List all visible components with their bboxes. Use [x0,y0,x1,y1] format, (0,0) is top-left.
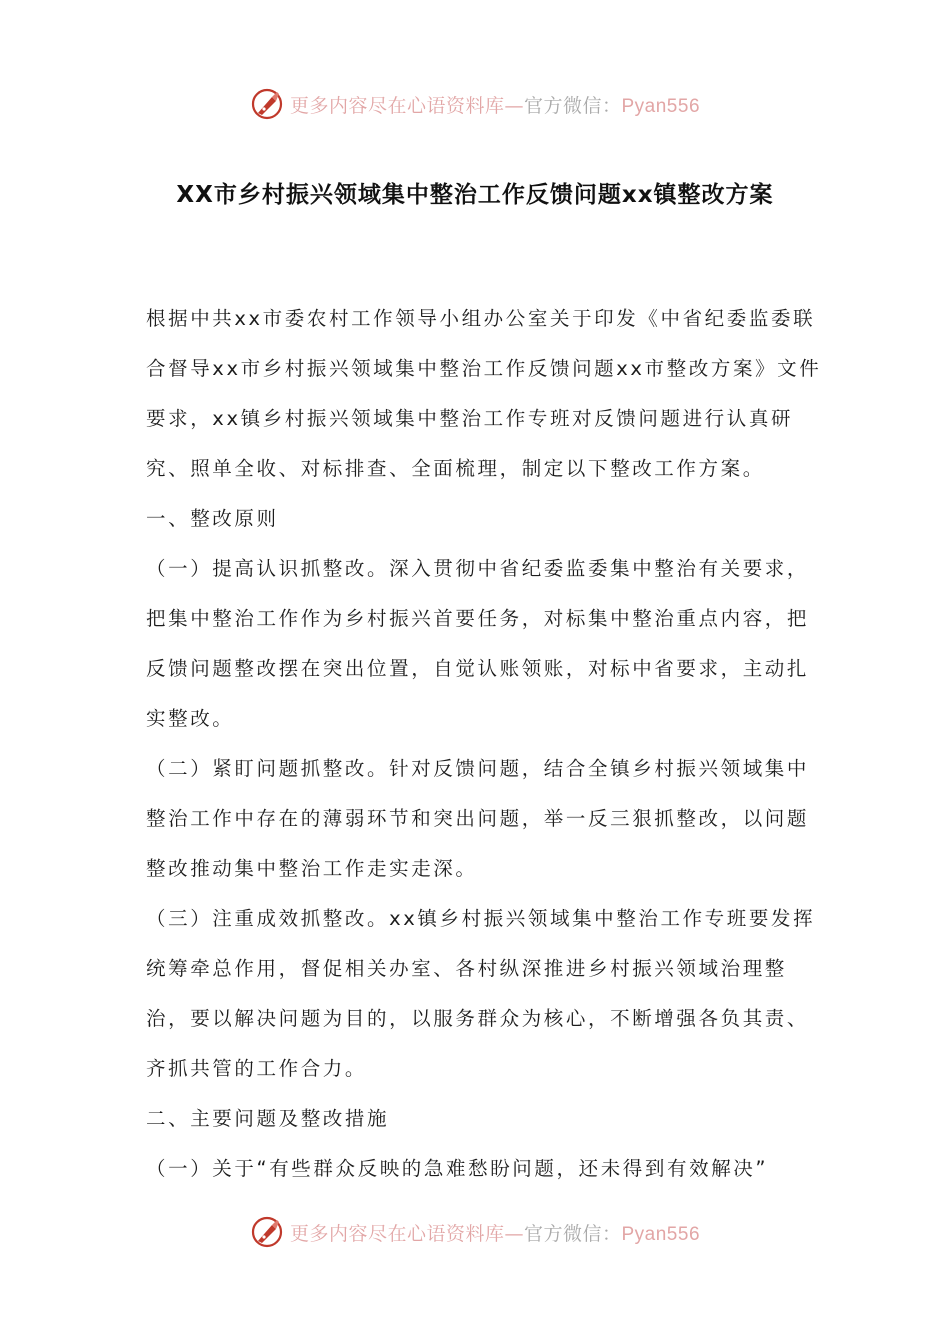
heading-principles: 一、整改原则 [146,507,279,530]
watermark-main-text: 更多内容尽在心语资料库 [289,94,505,117]
watermark-contact-label: 官方微信： [523,1222,622,1245]
paragraph-principle-1: （一）提高认识抓整改。深入贯彻中省纪委监委集中整治有关要求，把集中整治工作作为乡村振兴首要任务，对标集中整治重点内容，把反馈问题整改摆在突出位置，自觉认账领账，对标中省要求，主动扎实整改。 [146,557,810,730]
watermark-separator: — [504,1222,524,1245]
watermark-wechat-id: Pyan556 [621,95,701,117]
watermark-footer [0,1212,950,1252]
watermark-header [0,84,950,124]
paragraph-principle-2: （二）紧盯问题抓整改。针对反馈问题，结合全镇乡村振兴领域集中整治工作中存在的薄弱环节和突出问题，举一反三狠抓整改，以问题整改推动集中整治工作走实走深。 [146,757,810,880]
paragraph-issue-1: （一）关于“有些群众反映的急难愁盼问题，还未得到有效解决” [146,1157,769,1180]
pen-nib-logo-icon [250,1215,284,1249]
heading-issues-measures: 二、主要问题及整改措施 [146,1107,390,1130]
paragraph-principle-3: （三）注重成效抓整改。xx镇乡村振兴领域集中整治工作专班要发挥统筹牵总作用，督促相关办室、各村纵深推进乡村振兴领域治理整治，要以解决问题为目的，以服务群众为核心，不断增强各负其责、齐抓共管的工作合力。 [146,907,816,1080]
paragraph-intro: 根据中共xx市委农村工作领导小组办公室关于印发《中省纪委监委联合督导xx市乡村振兴领域集中整治工作反馈问题xx市整改方案》文件要求，xx镇乡村振兴领域集中整治工作专班对反馈问题进行认真研究、照单全收、对标排查、全面梳理，制定以下整改工作方案。 [146,307,822,480]
watermark-separator: — [504,94,524,117]
watermark-wechat-id: Pyan556 [621,1223,701,1245]
watermark-main-text: 更多内容尽在心语资料库 [289,1222,505,1245]
pen-nib-logo-icon [250,87,284,121]
document-title: XX市乡村振兴领域集中整治工作反馈问题xx镇整改方案 [176,182,774,208]
watermark-contact-label: 官方微信： [523,94,622,117]
document-body [146,294,826,1194]
